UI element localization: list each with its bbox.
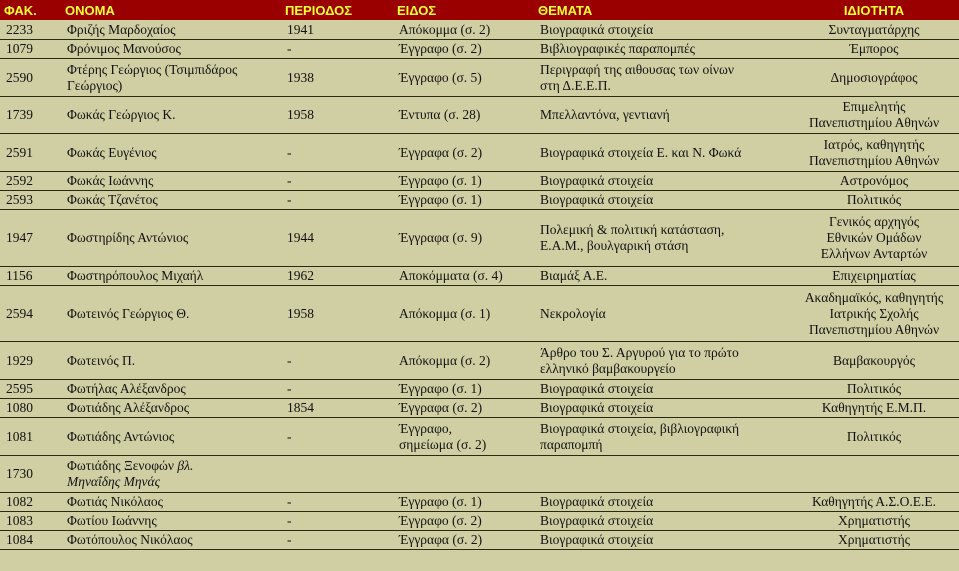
cell-name [61,39,281,58]
cell-role-text: Ιατρός, καθηγητής Πανεπιστημίου Αθηνών [808,136,940,168]
cell-fak [0,379,61,398]
cell-name [61,398,281,417]
cell-type-text: Έγγραφα (σ. 2) [399,144,483,160]
cell-type [393,20,534,39]
cell-type [393,455,534,492]
table-row [0,209,959,266]
cell-role-text: Πολιτικός [846,192,902,207]
cell-period-text: - [287,494,292,509]
cell-fak-text: 1929 [6,352,33,368]
cell-period-text: - [287,513,292,528]
table-row [0,341,959,379]
cell-type-text: Έγγραφο (σ. 1) [399,173,482,188]
cell-fak-text: 2593 [6,192,33,207]
cell-name [61,379,281,398]
cell-topic-text: Βιογραφικά στοιχεία [540,494,654,509]
cell-fak [0,455,61,492]
table-row [0,285,959,341]
table-header [0,0,959,20]
cell-type-text: Έγγραφο (σ. 1) [399,192,482,207]
cell-role-text: Έμπορος [849,41,899,56]
cell-period [281,96,393,133]
cell-type-text: Έγγραφα (σ. 9) [399,230,483,245]
cell-fak-text: 1084 [6,532,33,547]
cell-period-text: 1941 [287,21,314,37]
cell-fak [0,511,61,530]
header-name: ΟΝΟΜΑ [61,0,281,20]
cell-role [789,285,959,341]
header-fak: ΦΑΚ. [0,0,61,20]
cell-role [789,20,959,39]
cell-role-text: Επιχειρηματίας [832,268,916,283]
cell-name [61,20,281,39]
cell-period [281,530,393,549]
cell-type-text: Έγγραφα (σ. 2) [399,400,483,415]
table-row [0,266,959,285]
cell-name-text: Φτέρης Γεώργιος (Τσιμπιδάρος Γεώργιος) [67,61,238,93]
cell-type [393,96,534,133]
cell-period-text: 1962 [287,268,314,283]
header-type: ΕΙΔΟΣ [393,0,534,20]
cell-period-text: - [287,41,292,56]
cell-period [281,285,393,341]
cell-type-text: Έγγραφο (σ. 2) [399,513,482,528]
cell-type-text: Έντυπα (σ. 28) [399,107,481,122]
cell-name [61,417,281,455]
table-row [0,398,959,417]
cell-topic [534,39,789,58]
cell-fak [0,266,61,285]
cell-topic [534,341,789,379]
cell-name-text: Φωκάς Τζανέτος [67,192,158,207]
cell-topic-text: Βιογραφικά στοιχεία, βιβλιογραφική παραπομπή [540,420,740,452]
cell-name-text: Φωκάς Γεώργιος Κ. [67,107,176,122]
cell-fak-text: 2594 [6,305,33,321]
cell-name-text: Φωτιάς Νικόλαος [67,494,163,509]
cell-topic-text: Βιογραφικά στοιχεία [540,21,654,37]
cell-role-text: Επιμελητής Πανεπιστημίου Αθηνών [808,99,940,130]
cell-fak-text: 1156 [6,268,33,283]
cell-name [61,285,281,341]
cell-fak [0,190,61,209]
cell-name [61,58,281,96]
cell-fak-text: 2592 [6,173,33,188]
cell-name-text: Φωτεινός Γεώργιος Θ. [67,305,190,321]
cell-name [61,96,281,133]
cell-role-text: Δημοσιογράφος [830,69,918,85]
cell-role-text: Βαμβακουργός [833,352,915,368]
cell-fak [0,492,61,511]
cell-topic-text: Βιογραφικά στοιχεία Ε. και Ν. Φωκά [540,144,742,160]
cell-topic-text: Βιβλιογραφικές παραπομπές [540,41,695,56]
cell-name [61,209,281,266]
cell-topic [534,171,789,190]
cell-fak-text: 1080 [6,400,33,415]
cell-period [281,455,393,492]
cell-role [789,530,959,549]
cell-type [393,511,534,530]
cell-period-text: 1958 [287,305,314,321]
table-row [0,171,959,190]
cell-fak-text: 1081 [6,428,33,444]
header-topics: ΘΕΜΑΤΑ [534,0,789,20]
table-row [0,133,959,171]
cell-fak-text: 2233 [6,21,33,37]
cell-topic [534,58,789,96]
cell-type [393,530,534,549]
cell-name [61,530,281,549]
cell-topic-text: Νεκρολογία [540,305,606,321]
cell-period-text: 1938 [287,69,314,85]
cell-type-text: Έγγραφο (σ. 1) [399,494,482,509]
cell-topic [534,492,789,511]
cell-period [281,209,393,266]
cell-topic-text: Μπελλαντόνα, γεντιανή [540,107,670,122]
cell-type [393,341,534,379]
cell-role-text: Ακαδημαϊκός, καθηγητής Ιατρικής Σχολής Πανεπιστημίου Αθηνών [804,289,944,337]
table-body [0,20,959,549]
cell-type [393,58,534,96]
cell-fak [0,285,61,341]
cell-fak-text: 1947 [6,230,33,245]
cell-fak-text: 2595 [6,381,33,396]
cell-topic-text: Βιογραφικά στοιχεία [540,532,654,547]
cell-topic [534,455,789,492]
cell-period-text: 1958 [287,107,314,122]
cell-role-text: Πολιτικός [846,428,902,444]
table-row [0,455,959,492]
cell-fak-text: 2591 [6,144,33,160]
cell-role [789,96,959,133]
cell-role-text: Χρηματιστής [837,532,911,547]
cell-role-text: Συνταγματάρχης [828,21,920,37]
cell-name-text: Φωτίου Ιωάννης [67,513,157,528]
cell-fak [0,133,61,171]
cell-fak [0,530,61,549]
cell-topic [534,190,789,209]
cell-topic [534,530,789,549]
cell-topic-text: Βιογραφικά στοιχεία [540,513,654,528]
cell-role-text: Πολιτικός [846,381,902,396]
cell-period-text: - [287,381,292,396]
cell-period [281,492,393,511]
cell-fak [0,58,61,96]
cell-name-text: Φωστηρίδης Αντώνιος [67,230,189,245]
cell-type [393,492,534,511]
cell-type [393,209,534,266]
cell-name-text: Φωτιάδης Αλέξανδρος [67,400,190,415]
cell-role [789,171,959,190]
cell-name-text: Φωτιάδης Ξενοφών [67,458,175,473]
cell-period-text: 1944 [287,230,314,245]
cell-topic [534,20,789,39]
cell-role [789,133,959,171]
cell-name [61,190,281,209]
cell-name-text: Φωστηρόπουλος Μιχαήλ [67,268,204,283]
cell-type [393,417,534,455]
cell-topic [534,417,789,455]
table-row [0,190,959,209]
cell-period-text: 1854 [287,400,314,415]
table-row [0,530,959,549]
cell-role [789,209,959,266]
cell-period [281,39,393,58]
cell-period-text: - [287,428,292,444]
cell-topic [534,379,789,398]
cell-period [281,58,393,96]
cell-type-text: Αποκόμματα (σ. 4) [399,268,503,283]
cell-type-text: Απόκομμα (σ. 2) [399,352,491,368]
cell-fak [0,96,61,133]
cell-period [281,171,393,190]
cell-name [61,455,281,492]
header-period: ΠΕΡΙΟΔΟΣ [281,0,393,20]
cell-name-text: Φωτεινός Π. [67,352,136,368]
cell-type [393,398,534,417]
cell-period-text: - [287,173,292,188]
cell-name-text: Φωκάς Ευγένιος [67,144,157,160]
cell-role-text: Χρηματιστής [837,513,911,528]
cell-role [789,341,959,379]
cell-period [281,511,393,530]
cell-topic-text: Πολεμική & πολιτική κατάσταση, Ε.Α.Μ., βουλγαρική στάση [540,222,725,253]
cell-role-text: Αστρονόμος [839,173,909,188]
cell-fak [0,39,61,58]
cell-type-text: Έγγραφο (σ. 5) [399,69,482,85]
cell-period [281,190,393,209]
cell-type [393,285,534,341]
cell-type [393,39,534,58]
cell-name-text: Φωκάς Ιωάννης [67,173,154,188]
cell-period [281,398,393,417]
cell-period [281,266,393,285]
table-row [0,58,959,96]
cell-name-text: Φωτιάδης Αντώνιος [67,428,175,444]
cell-fak [0,209,61,266]
cell-role-text: Καθηγητής Ε.Μ.Π. [821,400,927,415]
cell-fak [0,417,61,455]
cell-type-text: Έγγραφο (σ. 2) [399,41,482,56]
cell-name-text: Φωτόπουλος Νικόλαος [67,532,193,547]
table-row [0,417,959,455]
cell-topic-text: Άρθρο του Σ. Αργυρού για το πρώτο ελληνικό βαμβακουργείο [540,344,739,376]
cell-topic [534,511,789,530]
cell-role [789,511,959,530]
cell-name [61,266,281,285]
cell-fak-text: 2590 [6,69,33,85]
cell-name-text: Φριζής Μαρδοχαίος [67,21,176,37]
cell-type [393,190,534,209]
cell-topic-text: Βιογραφικά στοιχεία [540,173,654,188]
cell-role [789,417,959,455]
header-role: ΙΔΙΟΤΗΤΑ [789,0,959,20]
cell-fak-text: 1739 [6,107,33,122]
cell-type [393,266,534,285]
cell-topic-text: Περιγραφή της αιθουσας των οίνων στη Δ.Ε.Ε.Π. [540,61,734,93]
cell-fak [0,341,61,379]
cell-period [281,341,393,379]
cell-role [789,39,959,58]
cell-topic [534,285,789,341]
cell-name [61,492,281,511]
cell-role [789,455,959,492]
cell-role [789,58,959,96]
cell-topic [534,266,789,285]
table-row [0,379,959,398]
cell-role [789,492,959,511]
cell-role [789,190,959,209]
cell-fak-text: 1079 [6,41,33,56]
table-row [0,511,959,530]
cell-role-text: Γενικός αρχηγός Εθνικών Ομάδων Ελλήνων Ανταρτών [820,214,928,261]
cell-period-text: - [287,532,292,547]
table-row [0,39,959,58]
cell-topic [534,133,789,171]
cell-role [789,266,959,285]
cell-period [281,20,393,39]
cell-name [61,171,281,190]
cell-topic-text: Βιαμάξ Α.Ε. [540,268,608,283]
cell-name-text: Φωτήλας Αλέξανδρος [67,381,186,396]
cross-reference: βλ. Μηναΐδης Μηνάς [67,458,194,489]
cell-type-text: Έγγραφο (σ. 1) [399,381,482,396]
cell-fak-text: 1082 [6,494,33,509]
cell-role [789,398,959,417]
cell-period-text: - [287,192,292,207]
cell-topic-text: Βιογραφικά στοιχεία [540,400,654,415]
cell-period [281,379,393,398]
cell-type-text: Απόκομμα (σ. 2) [399,21,491,37]
cell-topic-text: Βιογραφικά στοιχεία [540,381,654,396]
cell-fak [0,171,61,190]
table-row [0,96,959,133]
cell-type [393,133,534,171]
cell-name [61,511,281,530]
cell-period [281,417,393,455]
cell-topic [534,96,789,133]
cell-name [61,133,281,171]
cell-fak-text: 1730 [6,466,33,481]
cell-fak-text: 1083 [6,513,33,528]
cell-type-text: Έγγραφα (σ. 2) [399,532,483,547]
cell-name-text: Φρόνιμος Μανούσος [67,41,181,56]
cell-topic-text: Βιογραφικά στοιχεία [540,192,654,207]
cell-name [61,341,281,379]
cell-fak [0,398,61,417]
cell-period-text: - [287,352,292,368]
table-row [0,492,959,511]
cell-period-text: - [287,144,292,160]
cell-fak [0,20,61,39]
cell-period [281,133,393,171]
cell-topic [534,209,789,266]
cell-role-text: Καθηγητής Α.Σ.Ο.Ε.Ε. [811,494,937,509]
cell-type-text: Έγγραφο, σημείωμα (σ. 2) [399,420,487,452]
cell-type [393,379,534,398]
table-row [0,20,959,39]
cell-type-text: Απόκομμα (σ. 1) [399,305,491,321]
cell-type [393,171,534,190]
cell-role [789,379,959,398]
cell-topic [534,398,789,417]
